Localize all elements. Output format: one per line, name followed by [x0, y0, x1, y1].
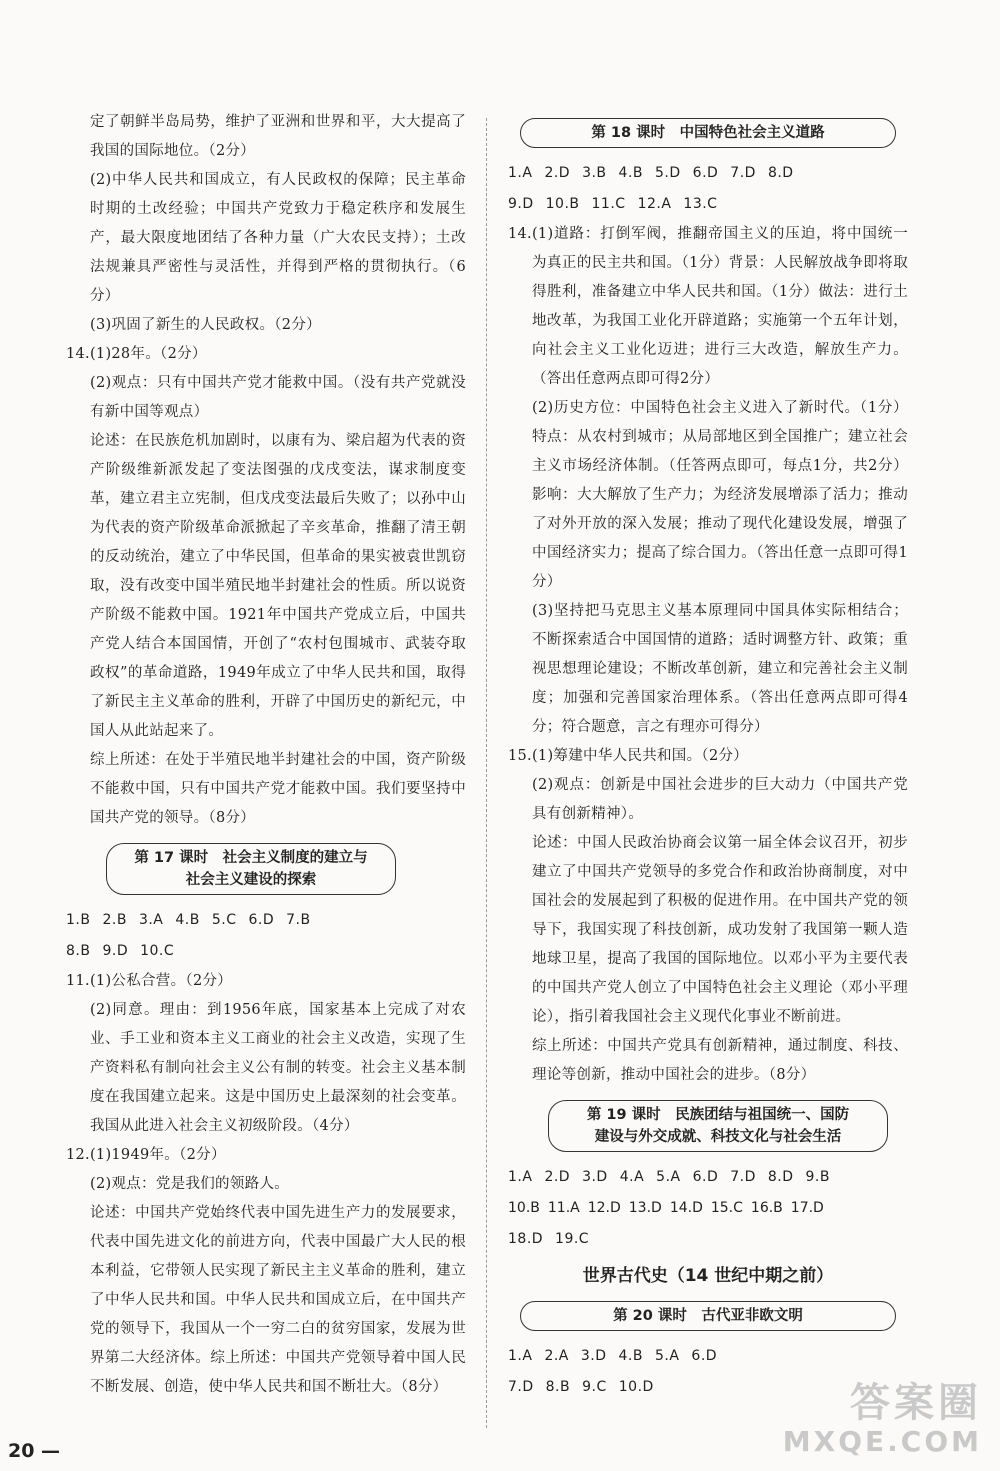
- answer-item: 9.D: [102, 943, 129, 959]
- answer-item: 10.C: [140, 943, 175, 959]
- answer-item: 1.B: [66, 912, 91, 928]
- question-15-summary: 综上所述：中国共产党具有创新精神，通过制度、科技、理论等创新，推动中国社会的进步。（8分）: [532, 1038, 908, 1083]
- answer-item: 1.A: [508, 165, 533, 181]
- answer-item: 10.B: [508, 1200, 540, 1216]
- answer-item: 4.B: [175, 912, 200, 928]
- lesson-19-heading: [548, 1100, 888, 1152]
- answer-item: 4.A: [619, 1169, 645, 1185]
- lesson-18-answers-row1: [508, 158, 908, 189]
- answer-item: 5.A: [654, 1348, 680, 1364]
- answer-item: 5.A: [656, 1169, 681, 1185]
- answer-item: 1.A: [508, 1348, 533, 1364]
- watermark-url: MXQE.COM: [782, 1425, 982, 1458]
- answer-item: 3.A: [138, 912, 164, 928]
- question-15-essay: 论述：中国人民政治协商会议第一届全体会议召开，初步建立了中国共产党领导的多党合作和政治协商制度，对中国社会的发展起到了积极的促进作用。在中国共产党的领导下，我国实现了科技创新，成功发射了我国第一颗人造地球卫星，提高了我国的国际地位。以邓小平为主要代表的中国共产党人创立了中国特色社会主义理论（邓小平理论），指引着我国社会主义现代化事业不断前进。: [532, 835, 908, 1025]
- lesson-19-answers-row1: [508, 1162, 908, 1193]
- answer-item: 17.D: [790, 1200, 824, 1216]
- answer-item: 5.D: [655, 165, 681, 181]
- lesson-17-answers-row2: [66, 936, 466, 967]
- answer-item: 10.D: [618, 1379, 654, 1395]
- lesson-17-answers-row1: [66, 905, 466, 936]
- answer-item: 3.D: [582, 1169, 608, 1185]
- answer-item: 11.A: [547, 1200, 580, 1216]
- answer-item: 2.A: [544, 1348, 569, 1364]
- question-14-part1: 14.(1)道路：打倒军阀，推翻帝国主义的压迫，将中国统一为真正的民主共和国。（1分）背景：人民解放战争即将取得胜利，准备建立中华人民共和国。（1分）做法：进行土地改革，为我国工业化开辟道路；实施第一个五年计划，向社会主义工业化迈进；进行三大改造，解放生产力。（答出任意两点即可得2分）: [508, 226, 908, 387]
- answer-item: 7.D: [730, 1169, 756, 1185]
- answer-item: 15.C: [710, 1200, 743, 1216]
- answer-item: 19.C: [555, 1231, 590, 1247]
- watermark-logo: [783, 1380, 982, 1458]
- section-title: 世界古代史（14 世纪中期之前）: [582, 1266, 834, 1286]
- question-15-part1: 15.(1)筹建中华人民共和国。（2分）: [508, 748, 749, 764]
- answer-item: 8.B: [545, 1379, 571, 1395]
- question-14-part2: (2)历史方位：中国特色社会主义进入了新时代。（1分）特点：从农村到城市；从局部地区到全国推广；建立社会主义市场经济体制。（任答两点即可，每点1分，共2分）影响：大大解放了生产力；为经济发展增添了活力；推动了对外开放的深入发展；推动了现代化建设发展，增强了中国经济实力；提高了综合国力。（答出任意一点即可得1分）: [532, 400, 908, 590]
- answer-item: 6.D: [692, 1169, 719, 1185]
- answer-item: 9.D: [508, 196, 534, 212]
- answer-item: 6.D: [692, 165, 719, 181]
- column-divider: [486, 118, 487, 1428]
- lesson-17-title-line1: 第 17 课时 社会主义制度的建立与: [134, 850, 368, 866]
- answer-paragraph: (3)巩固了新生的人民政权。（2分）: [90, 317, 321, 333]
- lesson-19-answers-row2: [508, 1193, 908, 1224]
- answer-item: 9.C: [582, 1379, 607, 1395]
- lesson-18-answers-row2: [508, 189, 908, 220]
- lesson-19-answers-row3: [508, 1224, 908, 1255]
- answer-item: 8.B: [66, 943, 91, 959]
- answer-item: 7.D: [508, 1379, 534, 1395]
- answer-item: 2.B: [102, 912, 127, 928]
- question-12-part1: 12.(1)1949年。（2分）: [66, 1147, 226, 1163]
- question-14-part1: 14.(1)28年。（2分）: [66, 346, 207, 362]
- question-14-part2: (2)观点：只有中国共产党才能救中国。（没有共产党就没有新中国等观点）: [90, 375, 466, 420]
- question-14-summary: 综上所述：在处于半殖民地半封建社会的中国，资产阶级不能救中国，只有中国共产党才能救中国。我们要坚持中国共产党的领导。（8分）: [90, 752, 466, 826]
- answer-item: 18.D: [508, 1231, 544, 1247]
- lesson-20-answers-row1: [508, 1341, 908, 1372]
- answer-item: 2.D: [544, 165, 571, 181]
- answer-item: 6.D: [691, 1348, 718, 1364]
- question-14-essay: 论述：在民族危机加剧时，以康有为、梁启超为代表的资产阶级维新派发起了变法图强的戊戌变法，谋求制度变革，建立君主立宪制，但戊戌变法最后失败了；以孙中山为代表的资产阶级革命派掀起了辛亥革命，推翻了清王朝的反动统治，建立了中华民国，但革命的果实被袁世凯窃取，没有改变中国半殖民地半封建社会的性质。所以说资产阶级不能救中国。1921年中国共产党成立后，中国共产党人结合本国国情，开创了“农村包围城市、武装夺取政权”的革命道路，1949年成立了中华人民共和国，取得了新民主主义革命的胜利，开辟了中国历史的新纪元，中国人从此站起来了。: [90, 433, 466, 739]
- answer-paragraph: 定了朝鲜半岛局势，维护了亚洲和世界和平，大大提高了我国的国际地位。（2分）: [90, 114, 466, 159]
- question-12-essay: 论述：中国共产党始终代表中国先进生产力的发展要求，代表中国先进文化的前进方向，代表中国最广大人民的根本利益，它带领人民实现了新民主主义革命的胜利，建立了中华人民共和国。中华人民共和国成立后，在中国共产党的领导下，我国从一个一穷二白的贫穷国家，发展为世界第二大经济体。综上所述：中国共产党领导着中国人民不断发展、创造，使中华人民共和国不断壮大。（8分）: [90, 1205, 466, 1395]
- lesson-17-title-line2: 社会主义建设的探索: [185, 872, 317, 888]
- question-15-part2: (2)观点：创新是中国社会进步的巨大动力（中国共产党具有创新精神）。: [532, 777, 908, 822]
- question-14-part3: (3)坚持把马克思主义基本原理同中国具体实际相结合；不断探索适合中国国情的道路；适时调整方针、政策；重视思想理论建设；不断改革创新，建立和完善社会主义制度；加强和完善国家治理体系。（答出任意两点即可得4分；符合题意，言之有理亦可得分）: [532, 603, 908, 735]
- answer-paragraph: (2)中华人民共和国成立，有人民政权的保障；民主革命时期的土改经验；中国共产党致力于稳定秩序和发展生产，最大限度地团结了各种力量（广大农民支持）；土改法规兼具严密性与灵活性，并得到严格的贯彻执行。（6分）: [90, 172, 466, 304]
- answer-item: 13.D: [628, 1200, 662, 1216]
- lesson-17-heading: [106, 843, 396, 895]
- question-12-part2: (2)观点：党是我们的领路人。: [90, 1176, 290, 1192]
- lesson-19-title-line2: 建设与外交成就、科技文化与社会生活: [594, 1129, 842, 1145]
- answer-item: 14.D: [669, 1200, 703, 1216]
- lesson-19-title-line1: 第 19 课时 民族团结与祖国统一、国防: [586, 1107, 850, 1123]
- answer-item: 8.D: [767, 165, 794, 181]
- answer-item: 16.B: [750, 1200, 783, 1216]
- answer-item: 6.D: [248, 912, 275, 928]
- answer-item: 13.C: [683, 196, 718, 212]
- answer-item: 12.D: [587, 1200, 621, 1216]
- answer-item: 3.D: [580, 1348, 607, 1364]
- answer-item: 12.A: [637, 196, 672, 212]
- answer-item: 7.B: [286, 912, 311, 928]
- watermark-text: 答案圈: [850, 1380, 982, 1426]
- answer-item: 7.D: [730, 165, 756, 181]
- left-column: [66, 108, 466, 1402]
- page-number: 20 —: [8, 1440, 61, 1462]
- answer-item: 10.B: [545, 196, 580, 212]
- question-11-part1: 11.(1)公私合营。（2分）: [66, 973, 233, 989]
- answer-item: 4.B: [618, 165, 644, 181]
- answer-item: 2.D: [544, 1169, 571, 1185]
- answer-item: 3.B: [582, 165, 607, 181]
- question-11-part2: (2)同意。理由：到1956年底，国家基本上完成了对农业、手工业和资本主义工商业的社会主义改造，实现了生产资料私有制向社会主义公有制的转变。社会主义基本制度在我国建立起来。这是中国历史上最深刻的社会变革。我国从此进入社会主义初级阶段。（4分）: [90, 1002, 466, 1134]
- answer-item: 1.A: [508, 1169, 533, 1185]
- answer-item: 9.B: [805, 1169, 830, 1185]
- answer-item: 5.C: [211, 912, 237, 928]
- answer-item: 11.C: [591, 196, 626, 212]
- lesson-18-heading: 第 18 课时 中国特色社会主义道路: [520, 118, 896, 148]
- lesson-20-heading: 第 20 课时 古代亚非欧文明: [520, 1301, 896, 1331]
- answer-item: 4.B: [618, 1348, 643, 1364]
- right-column: [508, 108, 908, 1403]
- answer-item: 8.D: [767, 1169, 794, 1185]
